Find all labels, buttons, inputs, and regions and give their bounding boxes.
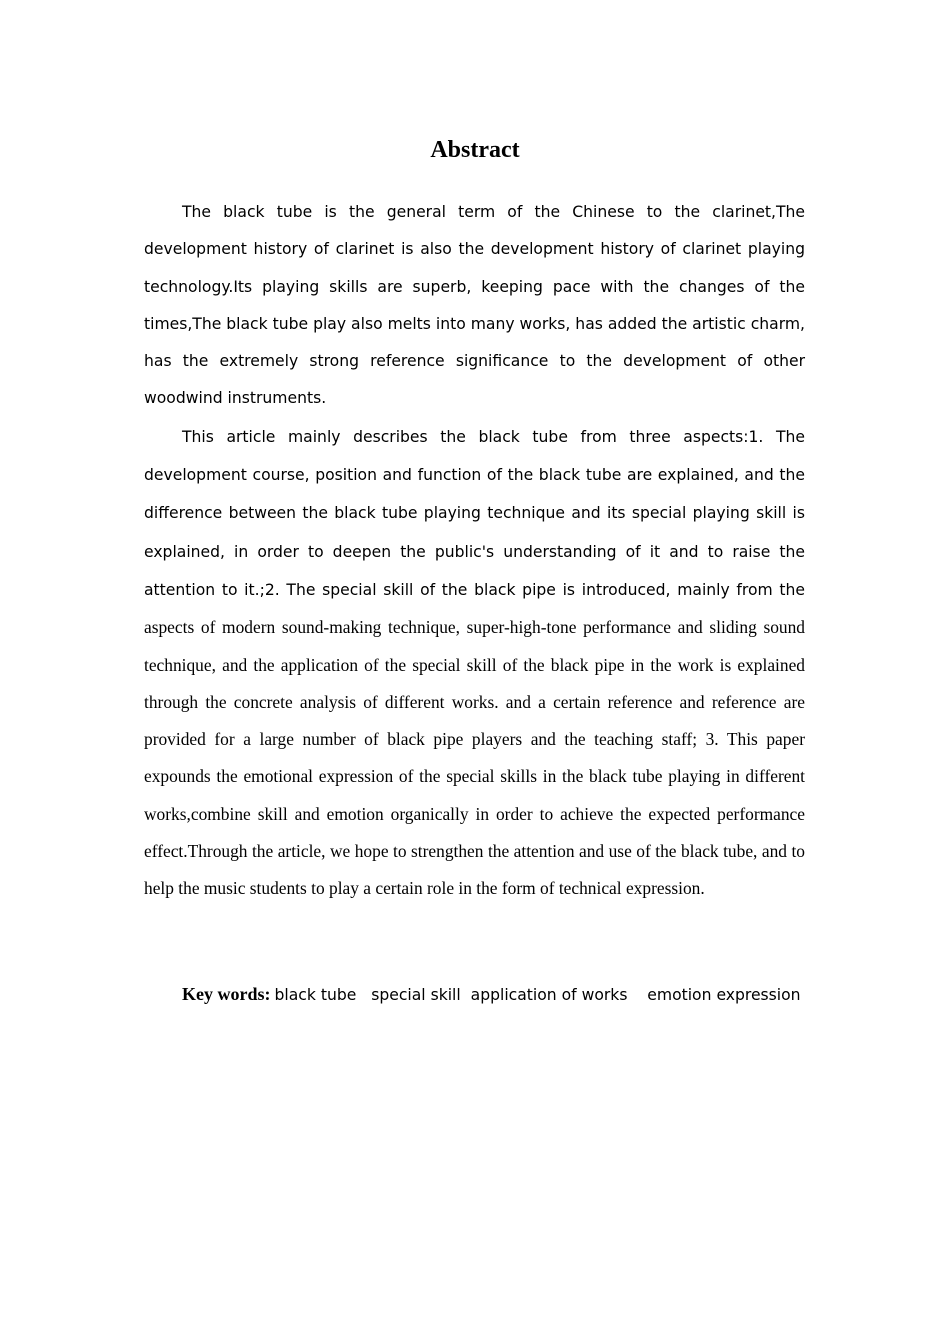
abstract-paragraph-2 — [144, 418, 805, 908]
abstract-paragraph-1: The black tube is the general term of the Chinese to the clarinet,The development history of clarinet is also the development history of clarinet playing technology.Its playing skills are superb, keeping pace with the changes of the times,The black tube play also melts into many works, has added the artistic charm, has the extremely strong reference significance to the development of other woodwind instruments. — [144, 203, 805, 408]
keywords-label: Key words: — [182, 984, 271, 1004]
abstract-body — [144, 194, 805, 908]
abstract-title: Abstract — [430, 137, 520, 163]
abstract-paragraph-2-part-2: aspects of modern sound-making technique, super-high-tone performance and sliding sound technique, and the application of the special skill of the black pipe in the work is explained through the concrete analysis of different works. and a certain reference and reference are provided for a large number of black pipe players and the teaching staff; 3. This paper expounds the emotional expression of the special skills in the black tube playing in different works,combine skill and emotion organically in order to achieve the expected performance effect.Through the article, we hope to strengthen the attention and use of the black tube, and to help the music students to play a certain role in the form of technical expression. — [144, 617, 805, 899]
keywords-line — [182, 978, 832, 1012]
abstract-paragraph-2-part-1: This article mainly describes the black tube from three aspects:1. The development course, position and function of the black tube are explained, and the difference between the black tube playing technique and its special playing skill is explained, in order to deepen the public's understanding of it and to raise the attention to it.;2. The special skill of the black pipe is introduced, mainly from the — [144, 427, 805, 599]
keywords-value: black tube special skill application of works emotion expression — [274, 986, 801, 1004]
